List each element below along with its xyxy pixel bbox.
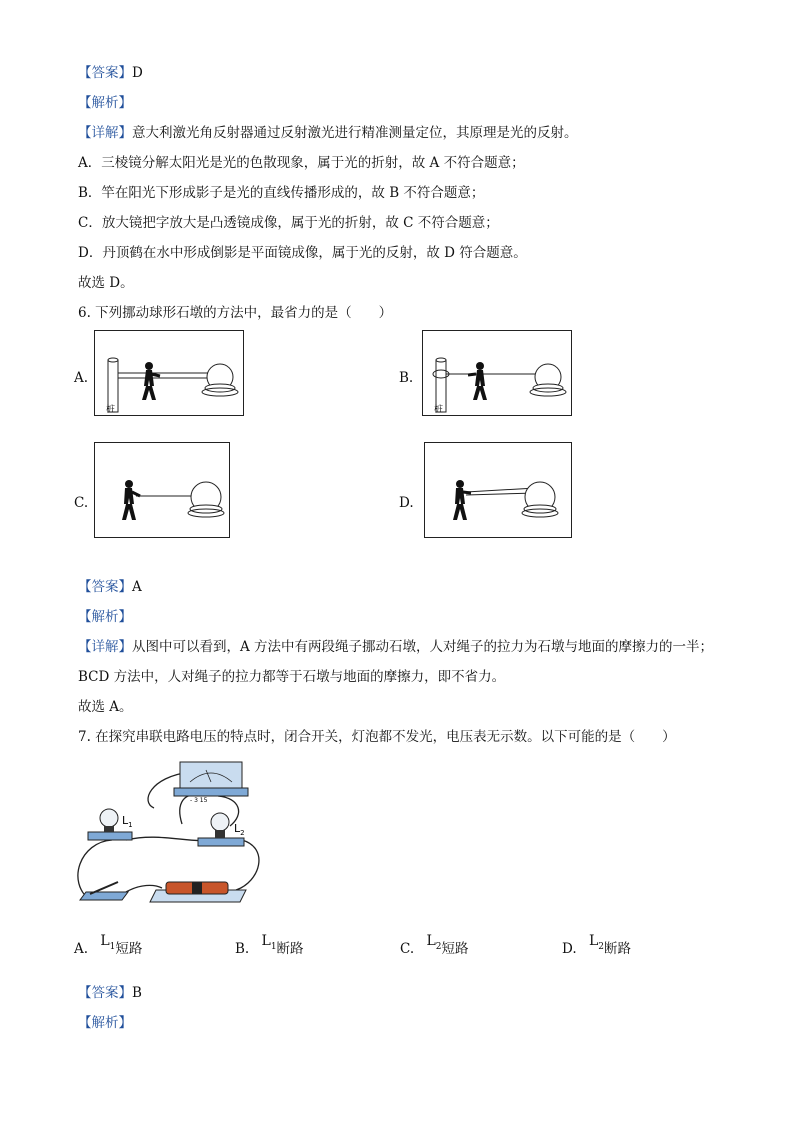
- post-label: 桩: [106, 405, 116, 415]
- person-icon: [142, 362, 160, 400]
- figure-option-d: [424, 442, 572, 538]
- q7-option-b: B. $L^1$断路: [235, 933, 304, 957]
- option-explanation: B．竿在阳光下形成影子是光的直线传播形成的，故 B 不符合题意；: [78, 185, 485, 201]
- stone-ball-icon: [188, 482, 224, 517]
- detail-text: 从图中可以看到，A 方法中有两段绳子挪动石墩，人对绳子的拉力为石墩与地面的摩擦力的一半；: [132, 639, 714, 655]
- analysis-tag: 【解析】: [78, 1015, 132, 1031]
- post-label: 桩: [434, 405, 444, 415]
- switch-icon: [80, 882, 128, 900]
- q7-option-a: A. $L^1$短路: [74, 933, 143, 957]
- q7-option-d: D. $L^2$断路: [562, 933, 631, 957]
- question-6: 6. 下列挪动球形石墩的方法中，最省力的是（ ）: [78, 305, 393, 321]
- option-explanation: C．放大镜把字放大是凸透镜成像，属于光的折射，故 C 不符合题意；: [78, 215, 499, 231]
- option-letter-c: C.: [74, 495, 89, 511]
- option-explanation: D．丹顶鹤在水中形成倒影是平面镜成像，属于光的反射，故 D 符合题意。: [78, 245, 527, 261]
- detail-text-2: BCD 方法中，人对绳子的拉力都等于石墩与地面的摩擦力，即不省力。: [78, 669, 506, 685]
- figure-option-c: [94, 442, 230, 538]
- person-icon: [453, 480, 471, 520]
- option-letter-d: D.: [399, 495, 414, 511]
- answer-tag: 【答案】: [78, 65, 132, 81]
- answer-tag: 【答案】: [78, 985, 132, 1001]
- answer-value: D: [132, 65, 143, 81]
- circuit-figure: [70, 752, 270, 912]
- stone-ball-icon: [522, 482, 558, 517]
- answer-value: B: [132, 985, 142, 1001]
- detail-tag: 【详解】: [78, 125, 132, 141]
- analysis-tag: 【解析】: [78, 609, 132, 625]
- detail-line-q6: [78, 638, 713, 656]
- conclusion: 故选 A。: [78, 699, 133, 715]
- answer-tag: 【答案】: [78, 579, 132, 595]
- answer-value: A: [132, 579, 142, 595]
- person-icon: [122, 480, 140, 520]
- battery-icon: [150, 882, 246, 902]
- detail-tag: 【详解】: [78, 639, 132, 655]
- figure-option-a: [94, 330, 244, 416]
- stone-ball-icon: [202, 364, 238, 396]
- answer-line-q6: [78, 578, 142, 596]
- option-letter-b: B.: [399, 370, 414, 386]
- lamp-l2-label: $L_2$: [234, 822, 245, 837]
- answer-line-q7: [78, 984, 142, 1002]
- detail-line-q5: [78, 124, 578, 142]
- svg-text:- 3 15: - 3 15: [190, 797, 208, 804]
- q7-option-c: C. $L^2$短路: [400, 933, 469, 957]
- conclusion: 故选 D。: [78, 275, 134, 291]
- lamp-l1-label: $L_1$: [122, 814, 133, 829]
- person-icon: [468, 362, 487, 400]
- option-explanation: A．三棱镜分解太阳光是光的色散现象，属于光的折射，故 A 不符合题意；: [78, 155, 525, 171]
- detail-text: 意大利激光角反射器通过反射激光进行精准测量定位，其原理是光的反射。: [132, 125, 578, 141]
- stone-ball-icon: [530, 364, 566, 396]
- analysis-tag: 【解析】: [78, 95, 132, 111]
- answer-line-q5: [78, 64, 143, 82]
- question-7: 7. 在探究串联电路电压的特点时，闭合开关，灯泡都不发光，电压表无示数。以下可能的是（ ）: [78, 729, 676, 745]
- figure-option-b: [422, 330, 572, 416]
- option-letter-a: A.: [74, 370, 89, 386]
